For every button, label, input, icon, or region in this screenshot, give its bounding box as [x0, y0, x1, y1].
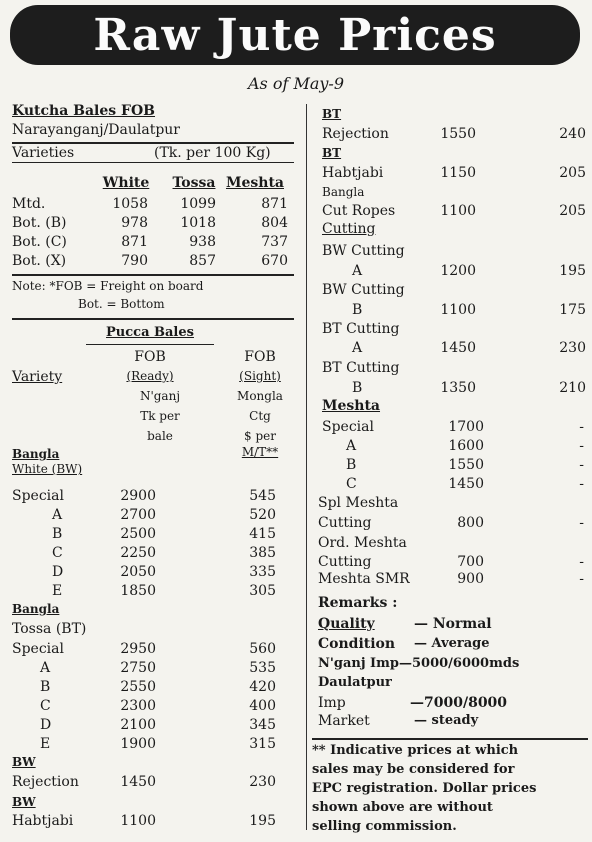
fob-ready-line: bale — [147, 429, 173, 443]
footnote-line: ** Indicative prices at which — [312, 743, 519, 758]
note-bottom: Bot. = Bottom — [78, 297, 165, 311]
kutcha-heading: Kutcha Bales FOB — [12, 103, 156, 119]
grade-label: A — [52, 507, 63, 523]
cell-value: 871 — [261, 196, 288, 212]
row-label: Bot. (X) — [12, 253, 67, 269]
fob-sight-line: $ per — [244, 429, 276, 443]
bt-rejection-head: BT — [322, 107, 342, 121]
grade-label: Rejection — [322, 126, 389, 142]
tk-value: 2950 — [120, 641, 156, 657]
tk-value: 1450 — [440, 340, 476, 356]
col-header-white: White — [102, 175, 150, 191]
grade-label: Habtjabi — [12, 813, 74, 829]
spl-meshta-label: Spl Meshta — [318, 495, 399, 511]
tk-value: 800 — [457, 515, 484, 531]
as-of-date: As of May-9 — [247, 74, 345, 93]
tk-value: 1700 — [448, 419, 484, 435]
remark-value: — Normal — [414, 616, 492, 632]
cutting-label: BT Cutting — [322, 321, 400, 337]
cell-value: 737 — [261, 234, 288, 250]
cell-value: 670 — [261, 253, 288, 269]
cell-value: 871 — [121, 234, 148, 250]
usd-value: 345 — [249, 717, 276, 733]
row-label: Mtd. — [12, 196, 46, 212]
tk-value: 2900 — [120, 488, 156, 504]
usd-value: 230 — [249, 774, 276, 790]
divider — [12, 162, 294, 163]
divider — [12, 318, 294, 320]
remark-label: Quality — [318, 616, 375, 632]
remark-value: —7000/8000 — [410, 695, 508, 711]
grade-label: B — [352, 380, 363, 396]
fob-ready-line: Tk per — [140, 409, 180, 423]
remarks-heading: Remarks : — [318, 595, 398, 611]
usd-value: 400 — [249, 698, 276, 714]
tk-value: 1450 — [448, 476, 484, 492]
kutcha-location: Narayanganj/Daulatpur — [12, 122, 180, 138]
cutting-label: BW Cutting — [322, 282, 405, 298]
tk-value: 1100 — [440, 302, 476, 318]
varieties-label: Varieties — [12, 145, 75, 161]
footnote-line: selling commission. — [312, 819, 457, 834]
usd-value: 415 — [249, 526, 276, 542]
grade-label: C — [52, 545, 63, 561]
usd-value: 315 — [249, 736, 276, 752]
fob-ready-line: (Ready) — [126, 369, 174, 383]
grade-label: C — [346, 476, 357, 492]
remark-value: — Average — [414, 636, 490, 651]
cutting-label: BW Cutting — [322, 243, 405, 259]
fob-ready-line: N'ganj — [139, 389, 181, 403]
bw-heading: White (BW) — [12, 462, 83, 476]
bt-heading: Bangla — [12, 602, 60, 616]
grade-label: C — [40, 698, 51, 714]
cell-value: 1058 — [112, 196, 148, 212]
tk-value: 2750 — [120, 660, 156, 676]
tk-value: 1850 — [120, 583, 156, 599]
usd-value: 210 — [559, 380, 586, 396]
cut-ropes-line: Cut Ropes — [322, 203, 396, 219]
usd-value: - — [579, 476, 584, 492]
usd-value: 305 — [249, 583, 276, 599]
tk-value: 700 — [457, 554, 484, 570]
usd-value: - — [579, 571, 584, 587]
usd-value: 560 — [249, 641, 276, 657]
divider — [12, 274, 294, 276]
tk-value: 1900 — [120, 736, 156, 752]
usd-value: - — [579, 438, 584, 454]
footnote-line: shown above are without — [312, 800, 493, 815]
note-fob: Note: *FOB = Freight on board — [12, 279, 204, 293]
tk-value: 1100 — [440, 203, 476, 219]
grade-label: B — [40, 679, 51, 695]
footnote-line: sales may be considered for — [312, 762, 515, 777]
fob-ready-line: FOB — [134, 349, 166, 365]
usd-value: - — [579, 515, 584, 531]
remark-value: — steady — [414, 713, 479, 728]
tk-value: 2250 — [120, 545, 156, 561]
tk-value: 1550 — [440, 126, 476, 142]
usd-value: 335 — [249, 564, 276, 580]
grade-label: E — [40, 736, 51, 752]
grade-label: Special — [322, 419, 374, 435]
usd-value: 175 — [559, 302, 586, 318]
tk-value: 1600 — [448, 438, 484, 454]
divider — [312, 738, 588, 740]
usd-value: 195 — [559, 263, 586, 279]
fob-sight-line: Ctg — [249, 409, 271, 423]
cell-value: 857 — [189, 253, 216, 269]
spl-meshta-label: Cutting — [318, 515, 372, 531]
fob-sight-line: FOB — [244, 349, 276, 365]
usd-value: 420 — [249, 679, 276, 695]
tk-value: 900 — [457, 571, 484, 587]
usd-value: - — [579, 457, 584, 473]
tk-value: 1150 — [440, 165, 476, 181]
footnote-line: EPC registration. Dollar prices — [312, 781, 537, 796]
divider — [12, 142, 294, 144]
meshta-heading: Meshta — [322, 398, 381, 414]
row-label: Bot. (C) — [12, 234, 67, 250]
remark-label: Daulatpur — [318, 675, 392, 690]
ord-meshta-label: Ord. Meshta — [318, 535, 407, 551]
variety-label: Variety — [12, 369, 63, 385]
bw-rejection-head: BW — [12, 755, 36, 769]
fob-sight-line: (Sight) — [239, 369, 281, 383]
cell-value: 790 — [121, 253, 148, 269]
tk-value: 1450 — [120, 774, 156, 790]
tk-value: 2550 — [120, 679, 156, 695]
grade-label: Special — [12, 488, 64, 504]
cell-value: 804 — [261, 215, 288, 231]
grade-label: B — [346, 457, 357, 473]
grade-label: Special — [12, 641, 64, 657]
column-divider — [306, 104, 307, 830]
cell-value: 1099 — [180, 196, 216, 212]
cell-value: 1018 — [180, 215, 216, 231]
usd-value: 545 — [249, 488, 276, 504]
grade-label: A — [40, 660, 51, 676]
usd-value: - — [579, 419, 584, 435]
fob-sight-line: Mongla — [237, 389, 283, 403]
usd-value: 240 — [559, 126, 586, 142]
meshta-smr-label: Meshta SMR — [318, 571, 410, 587]
usd-value: 205 — [559, 203, 586, 219]
usd-value: 535 — [249, 660, 276, 676]
remark-label: Imp — [318, 695, 346, 711]
usd-value: 195 — [249, 813, 276, 829]
ord-meshta-label: Cutting — [318, 554, 372, 570]
bt-heading: Tossa (BT) — [12, 621, 87, 637]
tk-value: 2100 — [120, 717, 156, 733]
bw-habtjabi-head: BW — [12, 795, 36, 809]
divider — [86, 344, 214, 345]
usd-value: 205 — [559, 165, 586, 181]
row-label: Bot. (B) — [12, 215, 67, 231]
grade-label: A — [352, 340, 363, 356]
tk-value: 2500 — [120, 526, 156, 542]
tk-value: 1200 — [440, 263, 476, 279]
cell-value: 938 — [189, 234, 216, 250]
kutcha-unit: (Tk. per 100 Kg) — [154, 145, 271, 161]
tk-value: 1350 — [440, 380, 476, 396]
col-header-tossa: Tossa — [172, 175, 216, 191]
page-title: Raw Jute Prices — [93, 9, 497, 61]
cut-ropes-line: Cutting — [322, 221, 376, 237]
tk-value: 1100 — [120, 813, 156, 829]
remark-label: Condition — [318, 636, 396, 652]
grade-label: B — [352, 302, 363, 318]
grade-label: D — [40, 717, 52, 733]
fob-sight-line: M/T** — [241, 445, 279, 459]
tk-value: 2050 — [120, 564, 156, 580]
grade-label: D — [52, 564, 64, 580]
usd-value: 385 — [249, 545, 276, 561]
bw-heading: Bangla — [12, 447, 60, 461]
grade-label: Habtjabi — [322, 165, 384, 181]
grade-label: B — [52, 526, 63, 542]
tk-value: 1550 — [448, 457, 484, 473]
bt-habtjabi-head: BT — [322, 146, 342, 160]
remark-label: Market — [318, 713, 370, 729]
cutting-label: BT Cutting — [322, 360, 400, 376]
title-banner — [10, 5, 580, 65]
grade-label: E — [52, 583, 63, 599]
cell-value: 978 — [121, 215, 148, 231]
grade-label: Rejection — [12, 774, 79, 790]
pucca-heading: Pucca Bales — [106, 325, 194, 340]
usd-value: 520 — [249, 507, 276, 523]
grade-label: A — [352, 263, 363, 279]
usd-value: 230 — [559, 340, 586, 356]
usd-value: - — [579, 554, 584, 570]
tk-value: 2300 — [120, 698, 156, 714]
remark-nganj: N'ganj Imp—5000/6000mds — [318, 656, 520, 671]
cut-ropes-line: Bangla — [322, 185, 365, 199]
tk-value: 2700 — [120, 507, 156, 523]
grade-label: A — [346, 438, 357, 454]
col-header-meshta: Meshta — [225, 175, 284, 191]
